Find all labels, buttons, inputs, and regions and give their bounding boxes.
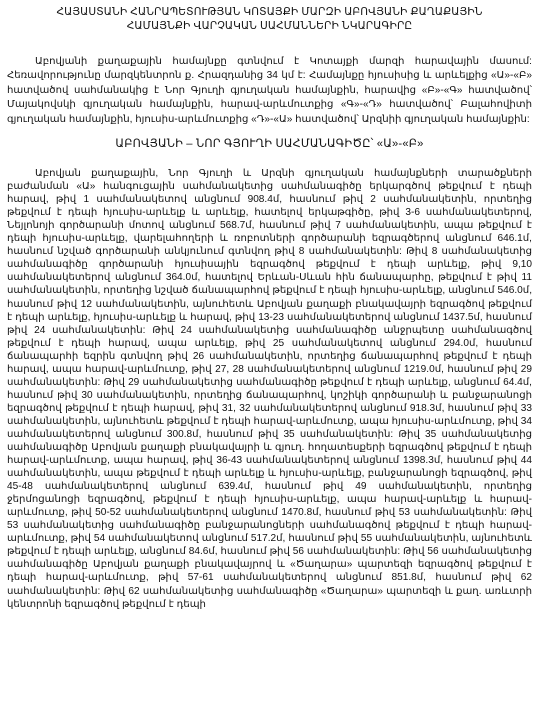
boundary-description-paragraph: Աբովյան քաղաքային, Նոր Գյուղի և Արզնի գյուղական համայնքների տարածքների բաժանման «Ա» հանգուցային սահմանակետից սահմանագիծը երկարգծով թեքվում է դեպի հարավ, թիվ 1 սահմանակետով անցնում 908.4մ, հասնում թիվ 2 սահմանակետին, որտեղից թեքվում է դեպի հյուսիս-արևելք և արևելք, հատելով երկաթգիծը, թիվ 3-6 սահմանակետերով, Նեյլոնոյի գործարանի մոտով անցնում 568.7մ, հասնում թիվ 7 սահմանակետին, ապա թեքվում է դեպի հյուսիս-արևելք, վարելահողերի և ռոբոտների գործարանի եզրագծերով անցնում 646.1մ, հասնում նշված գործարանի անկյունում գտնվող թիվ 8 սահմանակետին: Թիվ 8 սահմանակետից սահմանագիծը գործարանի հյուսիսային եզրագծով թեքվում է դեպի արևելք, թիվ 9,10 սահմանակետերով անցնում 364.0մ, հատելով Երևան-Սևան հին ճանապարհը, թեքվում է թիվ 11 սահմանակետին, որտեղից նշված ճանապարհով թեքվում է դեպի հյուսիս-արևելք, անցնում 546.0մ, հասնում թիվ 12 սահմանակետին, այնուհետև Աբովյան քաղաքի բնակավայրի եզրագծով թեքվում է դեպի արևելք, հյուսիս-արևելք և հարավ, թիվ 13-23 սահմանակետերով անցնում 1437.5մ, հասնում թիվ 24 սահմանակետին: Թիվ 24 սահմանակետից սահմանագիծը անջրպետը սահմանագծով թեքվում է դեպի հարավ, ապա արևելք, թիվ 25 սահմանակետով անցնում 294.0մ, հասնում ճանապարհի եզրին գտնվող թիվ 26 սահմանակետին, որտեղից ճանապարհով թեքվում է դեպի հարավ, ապա հարավ-արևմուտք, թիվ 27, 28 սահմանակետերով անցնում 1219.0մ, հասնում թիվ 29 սահմանակետին: Թիվ 29 սահմանակետից սահմանագիծը թեքվում է դեպի արևելք, անցնում 64.4մ, հասնում թիվ 30 սահմանակետին, որտեղից ճանապարհով, կոշիկի գործարանի և բանջարանոցի եզրագծով թեքվում է դեպի հարավ, թիվ 31, 32 սահմանակետերով անցնում 918.3մ, հասնում թիվ 33 սահմանակետին, այնուհետև թեքվում է դեպի հարավ-արևմուտք, ապա հյուսիս-արևմուտք, թիվ 34 սահմանակետերով անցնում 300.8մ, հասնում թիվ 35 սահմանակետին: Թիվ 35 սահմանակետից սահմանագիծը Աբովյան քաղաքի բնակավայրի և գյուղ. հողատեսքերի եզրագծով թեքվում է դեպի հարավ-արևմուտք, ապա հարավ, թիվ 36-43 սահմանակետերով անցնում 1398.3մ, հասնում թիվ 44 սահմանակետին, ապա թեքվում է դեպի արևելք և հյուսիս-արևելք, բանջարանոցի եզրագծով, թիվ 45-48 սահմանակետերով անցնում 639.4մ, հասնում թիվ 49 սահմանակետին, որտեղից ջերմոցանոցի եզրագծով, թեքվում է դեպի հյուսիս-արևելք, ապա հարավ-արևելք և հարավ-արևմուտք, թիվ 50-52 սահմանակետերով անցնում 1470.8մ, հասնում թիվ 53 սահմանակետին: Թիվ 53 սահմանակետից սահմանագիծը բանջարանոցների սահմանագծով թեքվում է դեպի հարավ-արևմուտք, թիվ 54 սահմանակետով անցնում 517.2մ, հասնում թիվ 55 սահմանակետին, այնուհետև թեքվում է դեպի արևելք, անցնում 84.6մ, հասնում թիվ 56 սահմանակետին: Թիվ 56 սահմանակետից սահմանագիծը Աբովյան քաղաքի բնակավայրով և «Ծաղարա» պարտեզի եզրագծով թեքվում է դեպի հարավ-արևմուտք, թիվ 57-61 սահմանակետերով անցնում 851.8մ, հասնում թիվ 62 սահմանակետին: Թիվ 62 սահմանակետից սահմանագիծը «Ծաղարա» պարտեզի և քաղ. առևտրի կենտրոնի եզրագծով թեքվում է դեպի — [7, 168, 532, 610]
intro-paragraph: Աբովյանի քաղաքային համայնքը գտնվում է Կոտայքի մարզի հարավային մասում: Հեռավորությունը մարզկենտրոն ք. Հրազդանից 34 կմ է: Համայնքը հյուսիսից և արևելքից «Ա»-«Բ» հատվածով սահմանակից է Նոր Գյուղի գյուղական համայնքին, հարավից «Բ»-«Գ» հատվածով՝ Մայակովսկի գյուղական համայնքին, հարավ-արևմուտքից «Գ»-«Դ» հատվածով՝ Բալահովիտի գյուղական համայնքին, հյուսիս-արևմուտքից «Դ»-«Ա» հատվածով՝ Արզնիի գյուղական համայնքին: — [7, 56, 532, 125]
section-heading: ԱԲՈՎՅԱՆԻ – ՆՈՐ ԳՅՈՒՂԻ ՍԱՀՄԱՆԱԳԻԾԸ՝ «Ա»-«Բ» — [115, 138, 424, 151]
document-title-line-1: ՀԱՅԱՍՏԱՆԻ ՀԱՆՐԱՊԵՏՈՒԹՅԱՆ ԿՈՏԱՅՔԻ ՄԱՐԶԻ ԱԲՈՎՅԱՆԻ ՔԱՂԱՔԱՅԻՆ — [56, 6, 483, 18]
document-title-line-2: ՀԱՄԱՅՆՔԻ ՎԱՐՉԱԿԱՆ ՍԱՀՄԱՆՆԵՐԻ ՆԿԱՐԱԳԻՐԸ — [126, 20, 413, 32]
document-title — [7, 5, 532, 33]
